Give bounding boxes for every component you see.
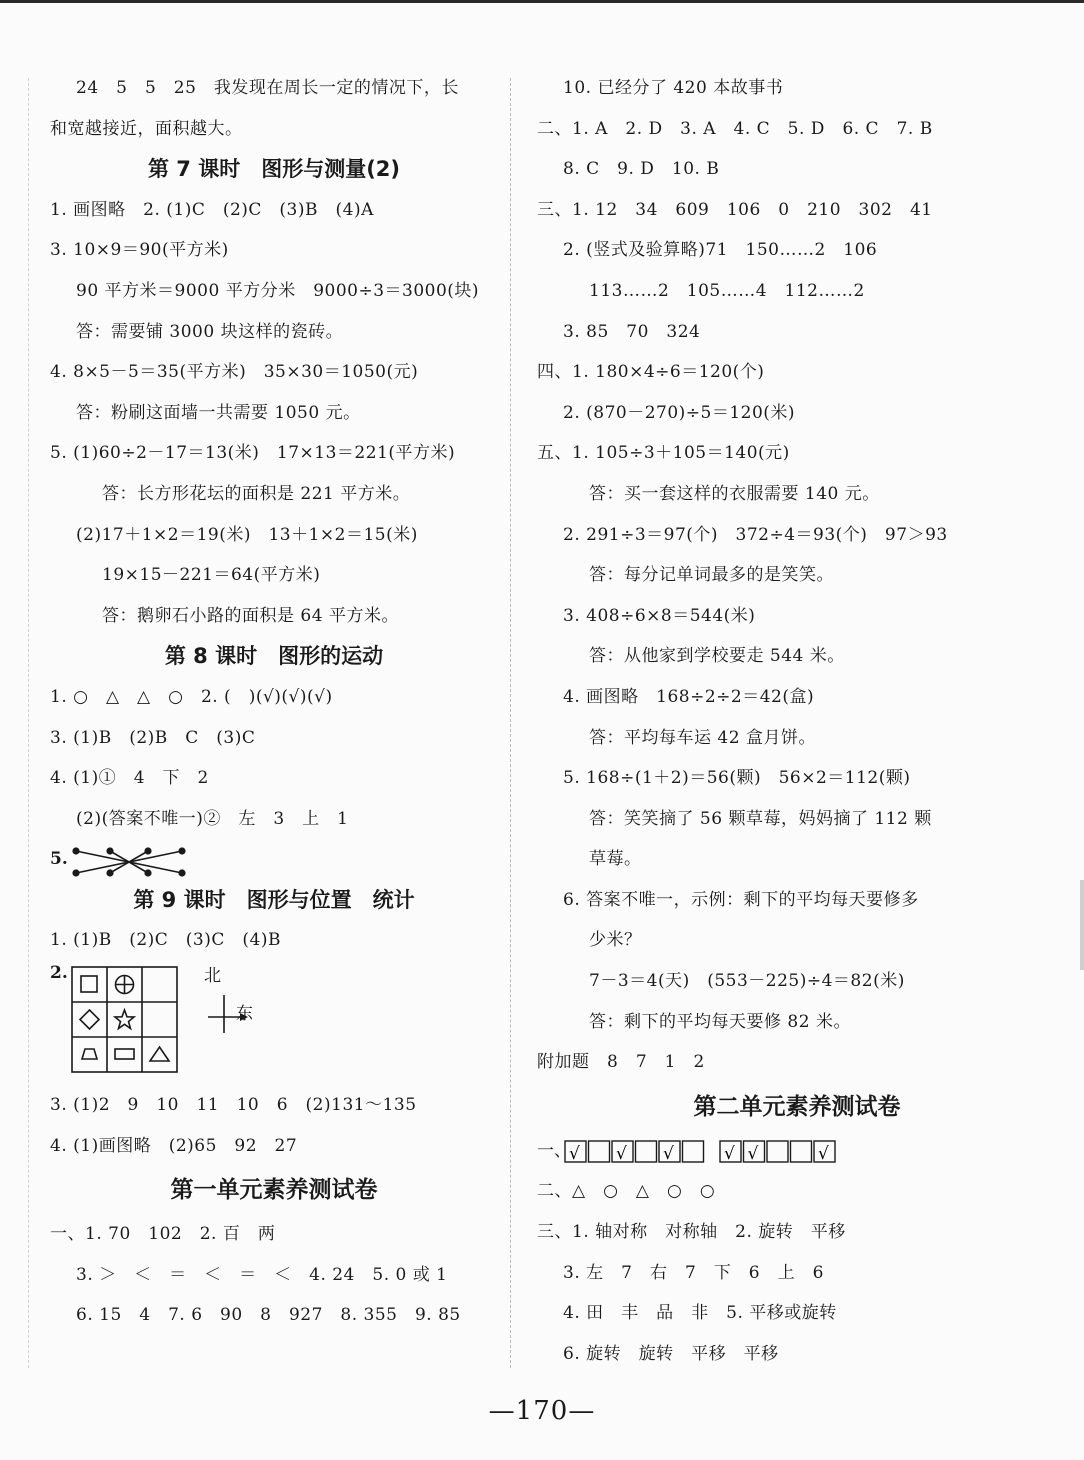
- left-margin-line: [28, 78, 29, 1368]
- answer-line: 7－3＝4(天) (553－225)÷4＝82(米): [589, 971, 905, 992]
- answer-line: 6. 15 4 7. 6 90 8 927 8. 355 9. 85: [76, 1305, 461, 1326]
- answer-box: [589, 1141, 610, 1162]
- answer-line: 5. (1)60÷2－17＝13(米) 17×13＝221(平方米): [50, 443, 456, 464]
- answer-boxes: [563, 1139, 923, 1165]
- answer-line: 3. 408÷6×8＝544(米): [563, 605, 756, 626]
- question-number: 2.: [50, 963, 68, 984]
- answer-line: 6. 旋转 旋转 平移 平移: [563, 1343, 779, 1364]
- answer-line: 和宽越接近，面积越大。: [50, 118, 243, 139]
- checkbox-answer-row: [537, 1131, 1057, 1172]
- top-border: [0, 0, 1084, 3]
- answer-line: 8. C 9. D 10. B: [563, 159, 720, 180]
- answer-mark: √: [616, 1143, 627, 1164]
- answer-line: 答：笑笑摘了 56 颗草莓，妈妈摘了 112 颗: [589, 808, 932, 829]
- answer-line: 90 平方米＝9000 平方分米 9000÷3＝3000(块): [76, 280, 480, 301]
- answer-mark: √: [569, 1143, 580, 1164]
- answer-line: 3. 10×9＝90(平方米): [50, 240, 229, 261]
- answer-line: 三、1. 12 34 609 106 0 210 302 41: [537, 199, 933, 220]
- answer-mark: √: [663, 1143, 674, 1164]
- answer-line: 答：粉刷这面墙一共需要 1050 元。: [76, 402, 361, 423]
- answer-line: 五、1. 105÷3＋105＝140(元): [537, 443, 790, 464]
- answer-line: 1. 画图略 2. (1)C (2)C (3)B (4)A: [50, 199, 374, 220]
- answer-line: 答：每分记单词最多的是笑笑。: [589, 565, 834, 586]
- section-label: 一、: [537, 1140, 571, 1161]
- answer-line: 4. 田 丰 品 非 5. 平移或旋转: [563, 1303, 837, 1324]
- answer-line: 3. 85 70 324: [563, 321, 701, 342]
- position-grid-figure: [50, 961, 498, 1085]
- compass-east-label: 东: [236, 1004, 253, 1025]
- left-column: [50, 68, 498, 1336]
- answer-line: 4. 8×5－5＝35(平方米) 35×30＝1050(元): [50, 362, 419, 383]
- answer-line: 24 5 5 25 我发现在周长一定的情况下，长: [76, 78, 459, 98]
- answer-mark: √: [818, 1143, 829, 1164]
- answer-mark: √: [747, 1143, 759, 1164]
- question-number: 5.: [50, 849, 68, 870]
- column-divider: [510, 78, 511, 1368]
- cross-lines-figure: [50, 839, 498, 880]
- answer-box: [683, 1141, 704, 1162]
- answer-line: 少米？: [589, 930, 642, 951]
- answer-line: 三、1. 轴对称 对称轴 2. 旋转 平移: [537, 1222, 846, 1243]
- lesson-8-heading: 第 8 课时 图形的运动: [164, 644, 384, 669]
- answer-line: 3. 左 7 右 7 下 6 上 6: [563, 1262, 824, 1283]
- unit-1-test-heading: 第一单元素养测试卷: [170, 1177, 378, 1204]
- page-number: —170—: [488, 1396, 596, 1426]
- answer-box: [791, 1141, 812, 1162]
- answer-line: 1. (1)B (2)C (3)C (4)B: [50, 930, 281, 951]
- answer-line: 2. 291÷3＝97(个) 372÷4＝93(个) 97＞93: [563, 524, 948, 545]
- answer-line: 答：从他家到学校要走 544 米。: [589, 646, 845, 667]
- page-edge-shadow: [1080, 880, 1084, 970]
- answer-line: 3. (1)B (2)B C (3)C: [50, 727, 256, 748]
- answer-line: 答：长方形花坛的面积是 221 平方米。: [102, 483, 411, 504]
- answer-line: 答：买一套这样的衣服需要 140 元。: [589, 483, 880, 504]
- answer-line: 4. (1)画图略 (2)65 92 27: [50, 1135, 298, 1156]
- answer-line: 答：鹅卵石小路的面积是 64 平方米。: [102, 605, 399, 626]
- answer-mark: √: [724, 1143, 735, 1164]
- lesson-9-heading: 第 9 课时 图形与位置 统计: [133, 887, 415, 912]
- answer-line: 答：剩下的平均每天要修 82 米。: [589, 1011, 851, 1032]
- line-connection-diagram: [72, 839, 212, 879]
- lesson-7-heading: 第 7 课时 图形与测量(2): [147, 157, 401, 182]
- answer-line: 一、1. 70 102 2. 百 两: [50, 1224, 276, 1245]
- shape-grid: [68, 965, 308, 1083]
- answer-line: 附加题 8 7 1 2: [537, 1052, 705, 1073]
- right-column: [537, 68, 1057, 1374]
- page-number-value: 170: [515, 1396, 569, 1426]
- answer-line: 10. 已经分了 420 本故事书: [563, 78, 784, 98]
- answer-line: 答：需要铺 3000 块这样的瓷砖。: [76, 321, 344, 342]
- answer-line: 答：平均每车运 42 盒月饼。: [589, 727, 816, 748]
- answer-line: 3. (1)2 9 10 11 10 6 (2)131～135: [50, 1095, 417, 1116]
- unit-2-test-heading: 第二单元素养测试卷: [693, 1093, 901, 1120]
- answer-line: 四、1. 180×4÷6＝120(个): [537, 362, 765, 383]
- answer-box: [767, 1141, 788, 1162]
- answer-line: 19×15－221＝64(平方米): [102, 565, 321, 586]
- answer-line: 3. ＞ ＜ ＝ ＜ ＝ ＜ 4. 24 5. 0 或 1: [76, 1264, 448, 1285]
- answer-box: [636, 1141, 657, 1162]
- compass-north-label: 北: [204, 966, 221, 987]
- answer-line: 2. (竖式及验算略)71 150……2 106: [563, 240, 878, 261]
- answer-line: 1. ○ △ △ ○ 2. ( )(√)(√)(√): [50, 686, 333, 707]
- answer-line: 草莓。: [589, 849, 642, 870]
- answer-line: (2)(答案不唯一)② 左 3 上 1: [76, 808, 349, 829]
- answer-line: 113……2 105……4 112……2: [589, 280, 865, 301]
- answer-line: 4. 画图略 168÷2÷2＝42(盒): [563, 686, 815, 707]
- answer-line: 2. (870－270)÷5＝120(米): [563, 402, 796, 423]
- answer-line: 5. 168÷(1＋2)＝56(颗) 56×2＝112(颗): [563, 768, 911, 789]
- answer-line: 6. 答案不唯一，示例：剩下的平均每天要修多: [563, 889, 919, 910]
- answer-line: 4. (1)① 4 下 2: [50, 768, 209, 789]
- answer-line: 二、△ ○ △ ○ ○: [537, 1181, 716, 1202]
- answer-line: 二、1. A 2. D 3. A 4. C 5. D 6. C 7. B: [537, 118, 933, 139]
- answer-line: (2)17＋1×2＝19(米) 13＋1×2＝15(米): [76, 524, 418, 545]
